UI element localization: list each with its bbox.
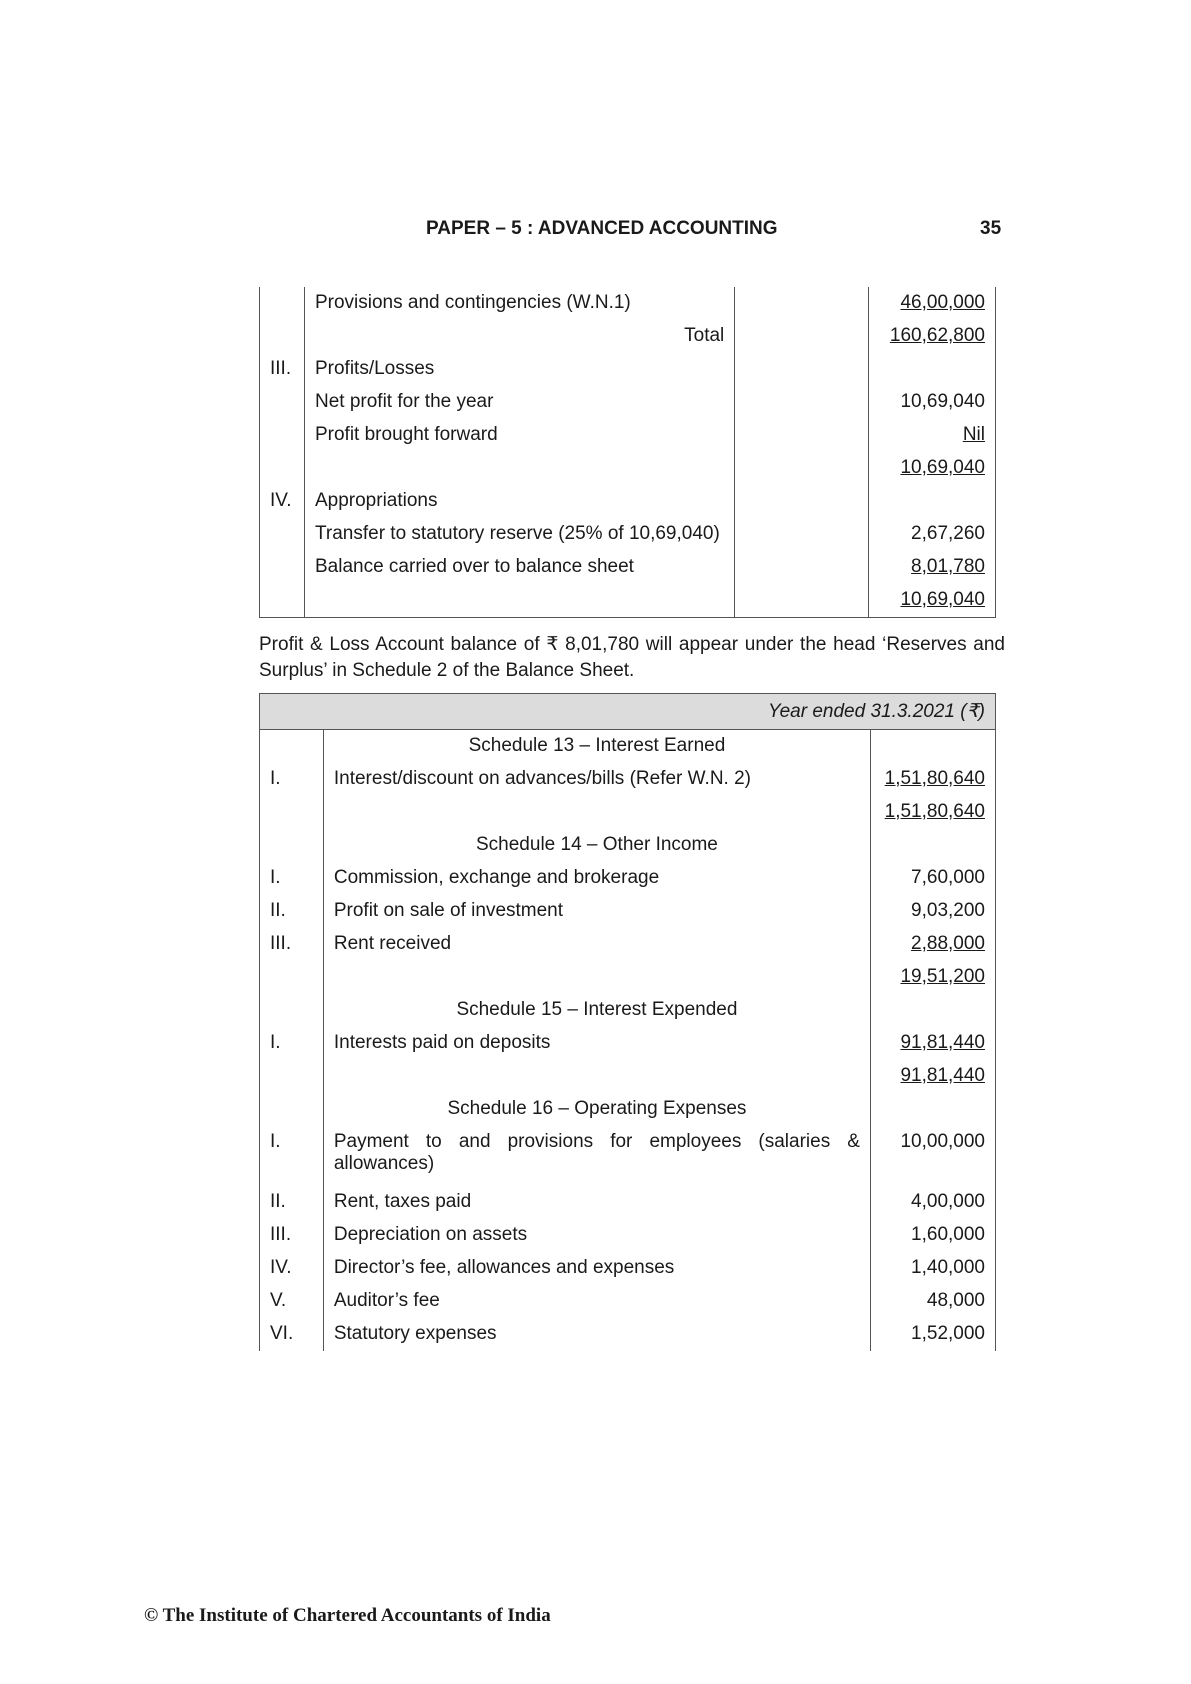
label-word: for bbox=[610, 1130, 633, 1152]
row-amount-text: 1,51,80,640 bbox=[884, 767, 985, 789]
row-amount-text: 2,67,260 bbox=[911, 523, 985, 544]
row-amount bbox=[871, 895, 996, 928]
row-number-text: VI. bbox=[270, 1322, 294, 1344]
empty-column bbox=[735, 419, 869, 452]
row-number bbox=[260, 1093, 324, 1126]
row-label-text: Commission, exchange and brokerage bbox=[333, 866, 660, 888]
row-amount bbox=[871, 1093, 996, 1126]
row-amount bbox=[871, 829, 996, 862]
row-label bbox=[323, 961, 870, 994]
row-amount bbox=[869, 584, 996, 617]
row-label-text: Interest/discount on advances/bills (Refer W.N. 2) bbox=[333, 767, 751, 789]
row-amount bbox=[869, 386, 996, 419]
row-label-text: Profit on sale of investment bbox=[333, 899, 564, 921]
schedule-title-text: Schedule 13 – Interest Earned bbox=[468, 735, 726, 756]
label-word: to bbox=[425, 1130, 442, 1152]
row-label-text: Profit brought forward bbox=[314, 424, 498, 445]
row-label bbox=[323, 1186, 870, 1219]
empty-column bbox=[735, 386, 869, 419]
row-label bbox=[304, 518, 734, 551]
row-number bbox=[260, 419, 305, 452]
row-label bbox=[323, 895, 870, 928]
row-label bbox=[323, 1285, 870, 1318]
table-row bbox=[260, 386, 996, 419]
row-amount-text: 4,00,000 bbox=[911, 1190, 985, 1212]
row-amount-text: 10,69,040 bbox=[900, 589, 985, 610]
row-label-text: Profits/Losses bbox=[314, 358, 435, 379]
row-amount bbox=[869, 320, 996, 353]
label-word: and bbox=[458, 1130, 491, 1152]
label-word: (salaries bbox=[758, 1130, 831, 1152]
row-amount-text: 1,52,000 bbox=[911, 1322, 985, 1344]
label-word: employees bbox=[649, 1130, 742, 1152]
row-number bbox=[260, 353, 305, 386]
label-word: & bbox=[847, 1130, 860, 1152]
schedule-title-text: Schedule 16 – Operating Expenses bbox=[447, 1097, 747, 1119]
row-number bbox=[260, 1186, 324, 1219]
table-row bbox=[260, 829, 996, 862]
row-amount bbox=[871, 1219, 996, 1252]
row-number bbox=[260, 862, 324, 895]
row-number-text: III. bbox=[270, 1223, 292, 1245]
row-number bbox=[260, 928, 324, 961]
schedule-title-text: Schedule 15 – Interest Expended bbox=[456, 998, 738, 1020]
row-label bbox=[304, 419, 734, 452]
row-amount bbox=[871, 862, 996, 895]
row-label-text: Auditor’s fee bbox=[333, 1289, 440, 1311]
row-amount-text: 46,00,000 bbox=[900, 292, 985, 313]
row-label bbox=[323, 1060, 870, 1093]
table-row bbox=[260, 1186, 996, 1219]
row-label bbox=[323, 1219, 870, 1252]
row-amount bbox=[871, 1318, 996, 1351]
row-amount-text: 91,81,440 bbox=[900, 1031, 985, 1053]
row-amount-text: 1,51,80,640 bbox=[884, 800, 985, 822]
row-label bbox=[323, 928, 870, 961]
row-number-text: III. bbox=[270, 358, 292, 379]
row-label-text: Depreciation on assets bbox=[333, 1223, 528, 1245]
row-label bbox=[323, 1027, 870, 1060]
row-number bbox=[260, 1252, 324, 1285]
schedule-title-text: Schedule 14 – Other Income bbox=[476, 833, 718, 855]
row-label bbox=[323, 862, 870, 895]
row-amount bbox=[871, 928, 996, 961]
table-row bbox=[260, 1219, 996, 1252]
table-row bbox=[260, 928, 996, 961]
row-label-text: Director’s fee, allowances and expenses bbox=[333, 1256, 675, 1278]
row-label-line1 bbox=[334, 1131, 860, 1153]
table-row bbox=[260, 584, 996, 617]
row-amount bbox=[869, 518, 996, 551]
row-label-text: Rent, taxes paid bbox=[333, 1190, 472, 1212]
row-number bbox=[260, 994, 324, 1027]
row-number bbox=[260, 485, 305, 518]
row-number bbox=[260, 730, 324, 763]
schedule-table-header: Year ended 31.3.2021 (₹) bbox=[260, 694, 996, 730]
row-amount bbox=[871, 1285, 996, 1318]
row-number bbox=[260, 895, 324, 928]
row-amount bbox=[871, 796, 996, 829]
row-number bbox=[260, 1285, 324, 1318]
empty-column bbox=[735, 320, 869, 353]
row-number bbox=[260, 518, 305, 551]
table-row bbox=[260, 1027, 996, 1060]
empty-column bbox=[735, 551, 869, 584]
row-label bbox=[323, 1252, 870, 1285]
row-label-text: Net profit for the year bbox=[314, 391, 494, 412]
row-label bbox=[323, 763, 870, 796]
row-label bbox=[323, 1318, 870, 1351]
row-amount bbox=[869, 353, 996, 386]
row-number bbox=[260, 287, 305, 320]
row-label bbox=[304, 584, 734, 617]
row-amount bbox=[871, 1126, 996, 1186]
table-row bbox=[260, 1126, 996, 1186]
schedule-table-header-row bbox=[260, 694, 996, 730]
row-amount-text: Nil bbox=[962, 424, 985, 445]
row-amount-text: 48,000 bbox=[926, 1289, 985, 1311]
row-label-text: Interests paid on deposits bbox=[333, 1031, 551, 1053]
row-label bbox=[323, 1126, 870, 1186]
row-amount bbox=[871, 1186, 996, 1219]
empty-column bbox=[735, 452, 869, 485]
row-label bbox=[304, 485, 734, 518]
table-row bbox=[260, 287, 996, 320]
row-amount bbox=[871, 994, 996, 1027]
row-amount-text: 9,03,200 bbox=[911, 899, 985, 921]
table-row bbox=[260, 730, 996, 763]
table-row bbox=[260, 895, 996, 928]
table-row bbox=[260, 419, 996, 452]
table-row bbox=[260, 961, 996, 994]
profit-loss-table bbox=[259, 287, 996, 618]
row-number bbox=[260, 1027, 324, 1060]
row-amount bbox=[869, 419, 996, 452]
table-row bbox=[260, 862, 996, 895]
row-amount-text: 10,69,040 bbox=[900, 457, 985, 478]
table-row bbox=[260, 796, 996, 829]
row-number bbox=[260, 452, 305, 485]
row-amount-text: 7,60,000 bbox=[911, 866, 985, 888]
row-amount bbox=[871, 961, 996, 994]
row-number bbox=[260, 796, 324, 829]
row-number bbox=[260, 1126, 324, 1186]
table-row bbox=[260, 353, 996, 386]
row-number bbox=[260, 763, 324, 796]
note-paragraph: Profit & Loss Account balance of ₹ 8,01,780 will appear under the head ‘Reserves and Surplus’ in Schedule 2 of the Balance Sheet. bbox=[259, 634, 1005, 681]
row-number-text: II. bbox=[270, 899, 286, 921]
empty-column bbox=[735, 485, 869, 518]
row-number-text: I. bbox=[270, 1130, 281, 1152]
row-number-text: II. bbox=[270, 1190, 286, 1212]
row-amount bbox=[871, 1027, 996, 1060]
schedule-title bbox=[323, 829, 870, 862]
empty-column bbox=[735, 287, 869, 320]
table-row bbox=[260, 518, 996, 551]
table-row bbox=[260, 452, 996, 485]
row-amount-text: 8,01,780 bbox=[911, 556, 985, 577]
row-amount-text: 10,00,000 bbox=[900, 1130, 985, 1152]
table-row bbox=[260, 551, 996, 584]
table-row bbox=[260, 1252, 996, 1285]
row-label-text: Statutory expenses bbox=[333, 1322, 497, 1344]
row-amount-text: 160,62,800 bbox=[889, 325, 985, 346]
row-label bbox=[304, 353, 734, 386]
row-number-text: I. bbox=[270, 1031, 281, 1053]
row-amount-text: 91,81,440 bbox=[900, 1064, 985, 1086]
row-label-text: Rent received bbox=[333, 932, 452, 954]
row-amount-text: 19,51,200 bbox=[900, 965, 985, 987]
schedule-title bbox=[323, 994, 870, 1027]
table-row bbox=[260, 1060, 996, 1093]
row-number-text: IV. bbox=[270, 1256, 292, 1278]
schedule-table bbox=[259, 693, 996, 1351]
row-number bbox=[260, 584, 305, 617]
row-amount-text: 1,60,000 bbox=[911, 1223, 985, 1245]
row-label-text: Appropriations bbox=[314, 490, 438, 511]
row-amount bbox=[869, 452, 996, 485]
row-label-text: Balance carried over to balance sheet bbox=[314, 556, 634, 577]
row-amount-text: 2,88,000 bbox=[911, 932, 985, 954]
page-number: 35 bbox=[980, 218, 1002, 239]
row-amount-text: 10,69,040 bbox=[900, 391, 985, 412]
row-label-text: Provisions and contingencies (W.N.1) bbox=[314, 292, 631, 313]
row-amount bbox=[871, 730, 996, 763]
row-number bbox=[260, 320, 305, 353]
row-number-text: III. bbox=[270, 932, 292, 954]
row-amount-text: 1,40,000 bbox=[911, 1256, 985, 1278]
label-word: Payment bbox=[333, 1130, 409, 1152]
row-amount bbox=[871, 763, 996, 796]
row-label-line2: allowances) bbox=[333, 1152, 435, 1174]
page-header-title: PAPER – 5 : ADVANCED ACCOUNTING bbox=[426, 218, 778, 239]
table-row bbox=[260, 485, 996, 518]
footer-copyright: © The Institute of Chartered Accountants of India bbox=[144, 1605, 551, 1626]
row-amount bbox=[871, 1252, 996, 1285]
table-row bbox=[260, 1285, 996, 1318]
row-number bbox=[260, 1318, 324, 1351]
row-label bbox=[304, 386, 734, 419]
schedule-title bbox=[323, 730, 870, 763]
empty-column bbox=[735, 518, 869, 551]
row-amount bbox=[869, 287, 996, 320]
row-number bbox=[260, 829, 324, 862]
row-number-text: V. bbox=[270, 1289, 287, 1311]
row-label bbox=[304, 452, 734, 485]
row-number-text: I. bbox=[270, 767, 281, 789]
row-number bbox=[260, 961, 324, 994]
table-row bbox=[260, 1318, 996, 1351]
table-row bbox=[260, 320, 996, 353]
empty-column bbox=[735, 353, 869, 386]
empty-column bbox=[735, 584, 869, 617]
row-number bbox=[260, 1219, 324, 1252]
row-number bbox=[260, 1060, 324, 1093]
row-number bbox=[260, 551, 305, 584]
row-label bbox=[323, 796, 870, 829]
row-number bbox=[260, 386, 305, 419]
row-number-text: IV. bbox=[270, 490, 292, 511]
schedule-title bbox=[323, 1093, 870, 1126]
label-word: provisions bbox=[507, 1130, 594, 1152]
table-row bbox=[260, 994, 996, 1027]
row-label bbox=[304, 320, 734, 353]
table-row bbox=[260, 763, 996, 796]
table-row bbox=[260, 1093, 996, 1126]
row-label bbox=[304, 287, 734, 320]
row-label-text: Transfer to statutory reserve (25% of 10,69,040) bbox=[314, 523, 720, 544]
row-amount bbox=[869, 551, 996, 584]
row-amount bbox=[871, 1060, 996, 1093]
row-number-text: I. bbox=[270, 866, 281, 888]
row-label-text: Total bbox=[684, 325, 725, 346]
row-amount bbox=[869, 485, 996, 518]
row-label bbox=[304, 551, 734, 584]
